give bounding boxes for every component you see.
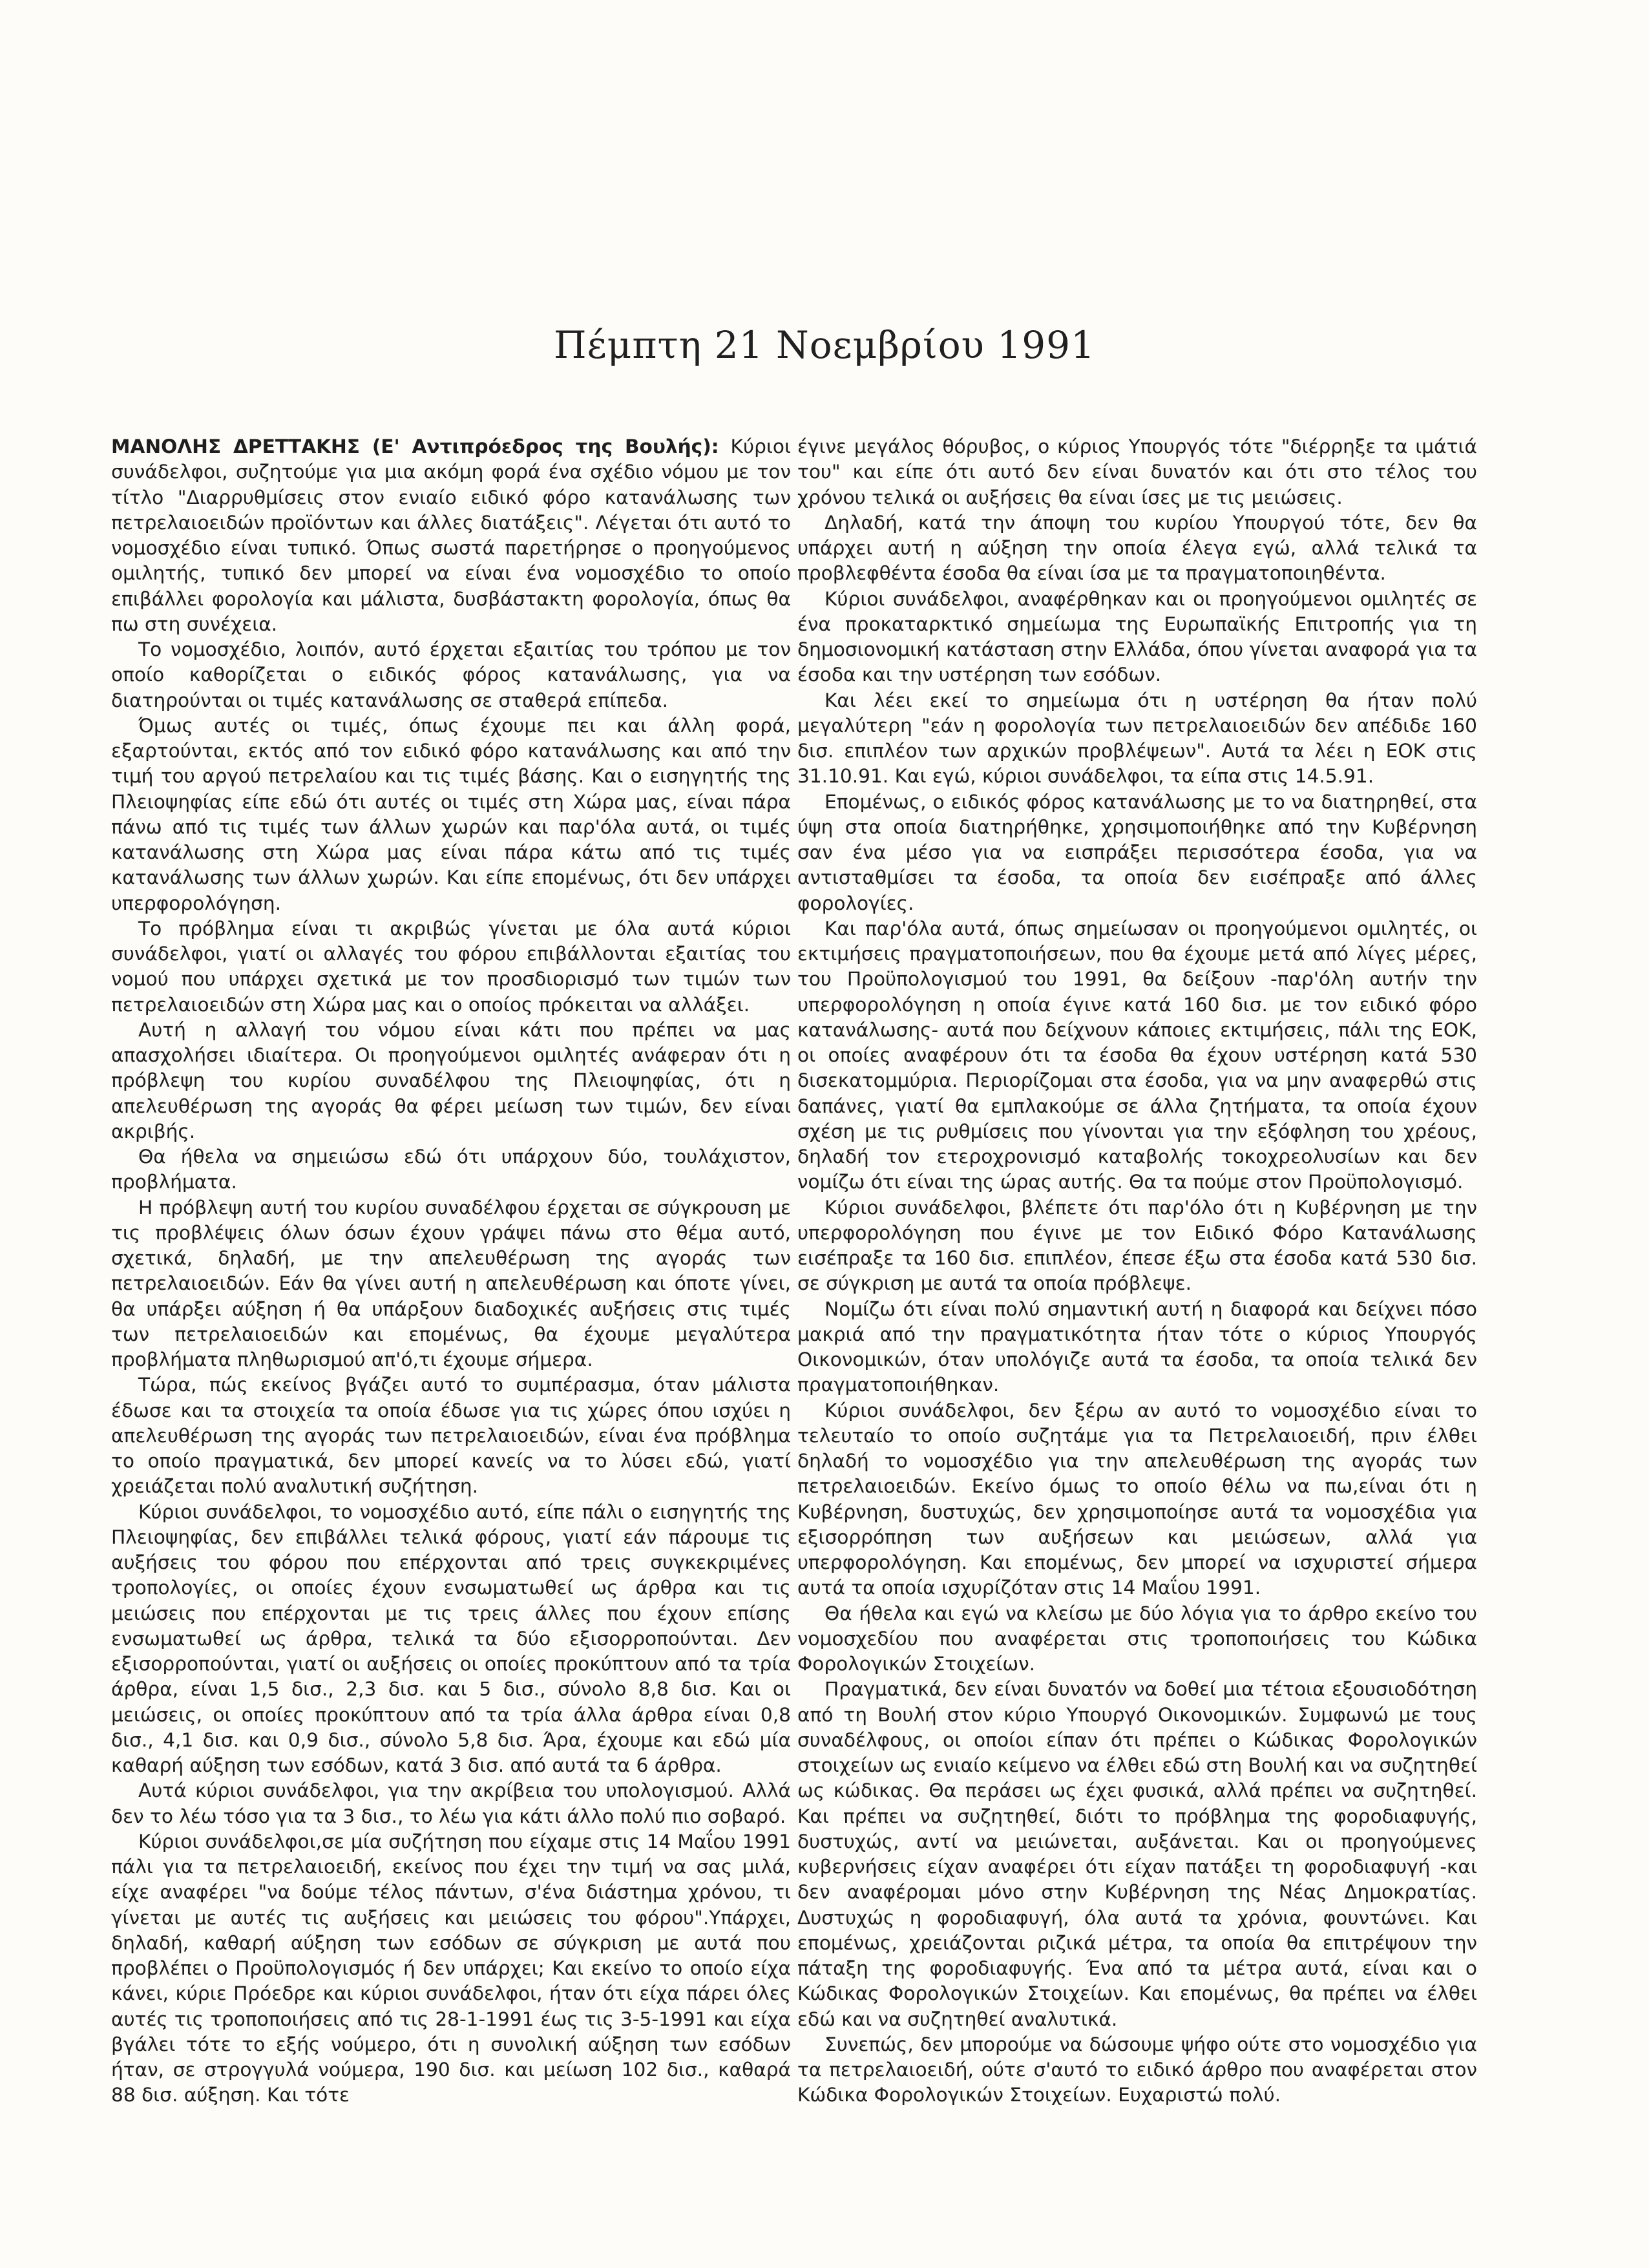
paragraph: Θα ήθελα και εγώ να κλείσω με δύο λόγια για το άρθρο εκείνο του νομοσχεδίου που αναφέρεται στις τροποποιήσεις του Κώδικα Φορολογικών Στοιχείων. (797, 1602, 1477, 1675)
paragraph: Το πρόβλημα είναι τι ακριβώς γίνεται με όλα αυτά κύριοι συνάδελφοι, γιατί οι αλλαγές του φόρου επιβάλλονται εξαιτίας του νομού που υπάρχει σχετικά με τον προσδιορισμό των τιμών των πετρελαιοειδών στη Χώρα μας και ο οποίος πρόκειται να αλλάξει. (111, 917, 791, 1016)
paragraph (111, 434, 791, 637)
page-title: Πέμπτη 21 Νοεμβρίου 1991 (554, 323, 1095, 367)
paragraph: Επομένως, ο ειδικός φόρος κατανάλωσης με το να διατηρηθεί, στα ύψη στα οποία διατηρήθηκε, χρησιμοποιήθηκε από την Κυβέρνηση σαν ένα μέσο για να εισπράξει περισσότερα έσοδα, για να αντισταθμίσει τα έσοδα, τα οποία δεν εισέπραξε από άλλες φορολογίες. (797, 790, 1477, 914)
paragraph: Και παρ'όλα αυτά, όπως σημείωσαν οι προηγούμενοι ομιλητές, οι εκτιμήσεις πραγματοποιήσεων, που θα έχουμε μετά από λίγες μέρες, του Προϋπολογισμού του 1991, θα δείξουν -παρ'όλη αυτήν την υπερφορολόγηση η οποία έγινε κατά 160 δισ. με τον ειδικό φόρο κατανάλωσης- αυτά που δείχνουν κάποιες εκτιμήσεις, πάλι της ΕΟΚ, οι οποίες αναφέρουν ότι τα έσοδα θα έχουν υστέρηση κατά 530 δισεκατομμύρια. Περιορίζομαι στα έσοδα, για να μην αναφερθώ στις δαπάνες, γιατί θα εμπλακούμε σε άλλα ζητήματα, τα οποία έχουν σχέση με τις ρυθμίσεις που γίνονται για την εξόφληση του χρέους, δηλαδή τον ετεροχρονισμό καταβολής τοκοχρεολυσίων και δεν νομίζω ότι είναι της ώρας αυτής. Θα τα πούμε στον Προϋπολογισμό. (797, 917, 1477, 1193)
paragraph: Νομίζω ότι είναι πολύ σημαντική αυτή η διαφορά και δείχνει πόσο μακριά από την πραγματικότητα ήταν τότε ο κύριος Υπουργός Οικονομικών, όταν υπολόγιζε αυτά τα έσοδα, τα οποία τελικά δεν πραγματοποιήθηκαν. (797, 1297, 1477, 1396)
speaker-name: ΜΑΝΟΛΗΣ ΔΡΕΤΤΑΚΗΣ (Ε' Αντιπρόεδρος της Βουλής): (111, 436, 719, 457)
paragraph: Κύριοι συνάδελφοι, βλέπετε ότι παρ'όλο ότι η Κυβέρνηση με την υπερφορολόγηση που έγινε με τον Ειδικό Φόρο Κατανάλωσης εισέπραξε τα 160 δισ. επιπλέον, έπεσε έξω στα έσοδα κατά 530 δισ. σε σύγκριση με αυτά τα οποία πρόβλεψε. (797, 1196, 1477, 1295)
paragraph: Κύριοι συνάδελφοι,σε μία συζήτηση που είχαμε στις 14 Μαΐου 1991 πάλι για τα πετρελαιοειδή, εκείνος που έχει την τιμή να σας μιλά, είχε αναφέρει "να δούμε τέλος πάντων, σ'ένα διάστημα χρόνου, τι γίνεται με αυτές τις αυξήσεις και μειώσεις του φόρου".Υπάρχει, δηλαδή, καθαρή αύξηση των εσόδων σε σύγκριση με αυτά που προβλέπει ο Προϋπολογισμός ή δεν υπάρχει; Και εκείνο το οποίο είχα κάνει, κύριε Πρόεδρε και κύριοι συνάδελφοι, ήταν ότι είχα πάρει όλες αυτές τις τροποποιήσεις από τις 28-1-1991 έως τις 3-5-1991 και είχα βγάλει τότε το εξής νούμερο, ότι η συνολική αύξηση των εσόδων ήταν, σε στρογγυλά νούμερα, 190 δισ. και μείωση 102 δισ., καθαρά 88 δισ. αύξηση. Και τότε (111, 1830, 791, 2106)
paragraph: Αυτή η αλλαγή του νόμου είναι κάτι που πρέπει να μας απασχολήσει ιδιαίτερα. Οι προηγούμενοι ομιλητές ανάφεραν ότι η πρόβλεψη του κυρίου συναδέλφου της Πλειοψηφίας, ότι η απελευθέρωση της αγοράς θα φέρει μείωση των τιμών, δεν είναι ακριβής. (111, 1018, 791, 1142)
paragraph: Το νομοσχέδιο, λοιπόν, αυτό έρχεται εξαιτίας του τρόπου με τον οποίο καθορίζεται ο ειδικός φόρος κατανάλωσης, για να διατηρούνται οι τιμές κατανάλωσης σε σταθερά επίπεδα. (111, 638, 791, 711)
paragraph: Θα ήθελα να σημειώσω εδώ ότι υπάρχουν δύο, τουλάχιστον, προβλήματα. (111, 1146, 791, 1193)
paragraph: Τώρα, πώς εκείνος βγάζει αυτό το συμπέρασμα, όταν μάλιστα έδωσε και τα στοιχεία τα οποία έδωσε για τις χώρες όπου ισχύει η απελευθέρωση της αγοράς των πετρελαιοειδών, είναι ένα πρόβλημα το οποίο πραγματικά, δεν μπορεί κανείς να το λύσει εδώ, γιατί χρειάζεται πολύ αναλυτική συζήτηση. (111, 1374, 791, 1498)
left-column (111, 434, 791, 2108)
paragraph: Η πρόβλεψη αυτή του κυρίου συναδέλφου έρχεται σε σύγκρουση με τις προβλέψεις όλων όσων έχουν γράψει πάνω στο θέμα αυτό, σχετικά, δηλαδή, με την απελευθέρωση της αγοράς των πετρελαιοειδών. Εάν θα γίνει αυτή η απελευθέρωση και όποτε γίνει, θα υπάρξει αύξηση ή θα υπάρξουν διαδοχικές αυξήσεις στις τιμές των πετρελαιοειδών και επομένως, θα έχουμε μεγαλύτερα προβλήματα πληθωρισμού απ'ό,τι έχουμε σήμερα. (111, 1196, 791, 1370)
paragraph: Όμως αυτές οι τιμές, όπως έχουμε πει και άλλη φορά, εξαρτούνται, εκτός από τον ειδικό φόρο κατανάλωσης και από την τιμή του αργού πετρελαίου και τις τιμές βάσης. Και ο εισηγητής της Πλειοψηφίας είπε εδώ ότι αυτές οι τιμές στη Χώρα μας, είναι πάρα πάνω από τις τιμές των άλλων χωρών και παρ'όλα αυτά, οι τιμές κατανάλωσης στη Χώρα μας είναι πάρα κάτω από τις τιμές κατανάλωσης των άλλων χωρών. Και είπε επομένως, ότι δεν υπάρχει υπερφορολόγηση. (111, 714, 791, 914)
paragraph-text: Κύριοι συνάδελφοι, συζητούμε για μια ακόμη φορά ένα σχέδιο νόμου με τον τίτλο "Διαρρυθμίσεις στον ενιαίο ειδικό φόρο κατανάλωσης των πετρελαιοειδών προϊόντων και άλλες διατάξεις". Λέγεται ότι αυτό το νομοσχέδιο είναι τυπικό. Όπως σωστά παρετήρησε ο προηγούμενος ομιλητής, τυπικό δεν μπορεί να είναι ένα νομοσχέδιο το οποίο επιβάλλει φορολογία και μάλιστα, δυσβάστακτη φορολογία, όπως θα πω στη συνέχεια. (111, 436, 791, 635)
paragraph: Κύριοι συνάδελφοι, αναφέρθηκαν και οι προηγούμενοι ομιλητές σε ένα προκαταρκτικό σημείωμα της Ευρωπαϊκής Επιτροπής για τη δημοσιονομική κατάσταση στην Ελλάδα, όπου γίνεται αναφορά για τα έσοδα και την υστέρηση των εσόδων. (797, 587, 1477, 686)
paragraph: Κύριοι συνάδελφοι, το νομοσχέδιο αυτό, είπε πάλι ο εισηγητής της Πλειοψηφίας, δεν επιβάλλει τελικά φόρους, γιατί εάν πάρουμε τις αυξήσεις του φόρου που επέρχονται από τρεις συγκεκριμένες τροπολογίες, οι οποίες έχουν ενσωματωθεί ως άρθρα και τις μειώσεις που επέρχονται με τις τρεις άλλες που έχουν επίσης ενσωματωθεί ως άρθρα, τελικά τα δύο εξισορροπούνται. Δεν εξισορροπούνται, γιατί οι αυξήσεις οι οποίες προκύπτουν από τα τρία άρθρα, είναι 1,5 δισ., 2,3 δισ. και 5 δισ., σύνολο 8,8 δισ. Και οι μειώσεις, οι οποίες προκύπτουν από τα τρία άλλα άρθρα είναι 0,8 δισ., 4,1 δισ. και 0,9 δισ., σύνολο 5,8 δισ. Άρα, έχουμε και εδώ μία καθαρή αύξηση των εσόδων, κατά 3 δισ. από αυτά τα 6 άρθρα. (111, 1500, 791, 1776)
paragraph: Πραγματικά, δεν είναι δυνατόν να δοθεί μια τέτοια εξουσιοδότηση από τη Βουλή στον κύριο Υπουργό Οικονομικών. Συμφωνώ με τους συναδέλφους, οι οποίοι είπαν ότι πρέπει ο Κώδικας Φορολογικών στοιχείων ως ενιαίο κείμενο να έλθει εδώ στη Βουλή και να συζητηθεί ως κώδικας. Θα περάσει ως έχει φυσικά, αλλά πρέπει να συζητηθεί. Και πρέπει να συζητηθεί, διότι το πρόβλημα της φοροδιαφυγής, δυστυχώς, αντί να μειώνεται, αυξάνεται. Και οι προηγούμενες κυβερνήσεις είχαν αναφέρει ότι είχαν πατάξει τη φοροδιαφυγή -και δεν αναφέρομαι μόνο στην Κυβέρνηση της Νέας Δημοκρατίας. Δυστυχώς η φοροδιαφυγή, όλα αυτά τα χρόνια, φουντώνει. Και επομένως, χρειάζονται ριζικά μέτρα, τα οποία θα επιτρέψουν την πάταξη της φοροδιαφυγής. Ένα από τα μέτρα αυτά, είναι και ο Κώδικας Φορολογικών Στοιχείων. Και επομένως, θα πρέπει να έλθει εδώ και να συζητηθεί αναλυτικά. (797, 1678, 1477, 2030)
paragraph: έγινε μεγάλος θόρυβος, ο κύριος Υπουργός τότε "διέρρηξε τα ιμάτιά του" και είπε ότι αυτό δεν είναι δυνατόν και ότι στο τέλος του χρόνου τελικά οι αυξήσεις θα είναι ίσες με τις μειώσεις. (797, 436, 1477, 509)
paragraph: Δηλαδή, κατά την άποψη του κυρίου Υπουργού τότε, δεν θα υπάρχει αυτή η αύξηση την οποία έλεγα εγώ, αλλά τελικά τα προβλεφθέντα έσοδα θα είναι ίσα με τα πραγματοποιηθέντα. (797, 511, 1477, 585)
paragraph: Και λέει εκεί το σημείωμα ότι η υστέρηση θα ήταν πολύ μεγαλύτερη "εάν η φορολογία των πετρελαιοειδών δεν απέδιδε 160 δισ. επιπλέον των αρχικών προβλέψεων". Αυτά τα λέει η ΕΟΚ στις 31.10.91. Και εγώ, κύριοι συνάδελφοι, τα είπα στις 14.5.91. (797, 689, 1477, 788)
paragraph: Συνεπώς, δεν μπορούμε να δώσουμε ψήφο ούτε στο νομοσχέδιο για τα πετρελαιοειδή, ούτε σ'αυτό το ειδικό άρθρο που αναφέρεται στον Κώδικα Φορολογικών Στοιχείων. Ευχαριστώ πολύ. (797, 2033, 1477, 2106)
right-column (797, 434, 1477, 2108)
paragraph: Αυτά κύριοι συνάδελφοι, για την ακρίβεια του υπολογισμού. Αλλά δεν το λέω τόσο για τα 3 δισ., το λέω για κάτι άλλο πολύ πιο σοβαρό. (111, 1780, 791, 1827)
paragraph: Κύριοι συνάδελφοι, δεν ξέρω αν αυτό το νομοσχέδιο είναι το τελευταίο το οποίο συζητάμε για τα Πετρελαιοειδή, πριν έλθει δηλαδή το νομοσχέδιο για την απελευθέρωση της αγοράς των πετρελαιοειδών. Εκείνο όμως το οποίο θέλω να πω,είναι ότι η Κυβέρνηση, δυστυχώς, δεν χρησιμοποίησε αυτά τα νομοσχέδια για εξισορρόπηση των αυξήσεων και μειώσεων, αλλά για υπερφορολόγηση. Και επομένως, δεν μπορεί να ισχυριστεί σήμερα αυτά τα οποία ισχυρίζόταν στις 14 Μαΐου 1991. (797, 1399, 1477, 1599)
